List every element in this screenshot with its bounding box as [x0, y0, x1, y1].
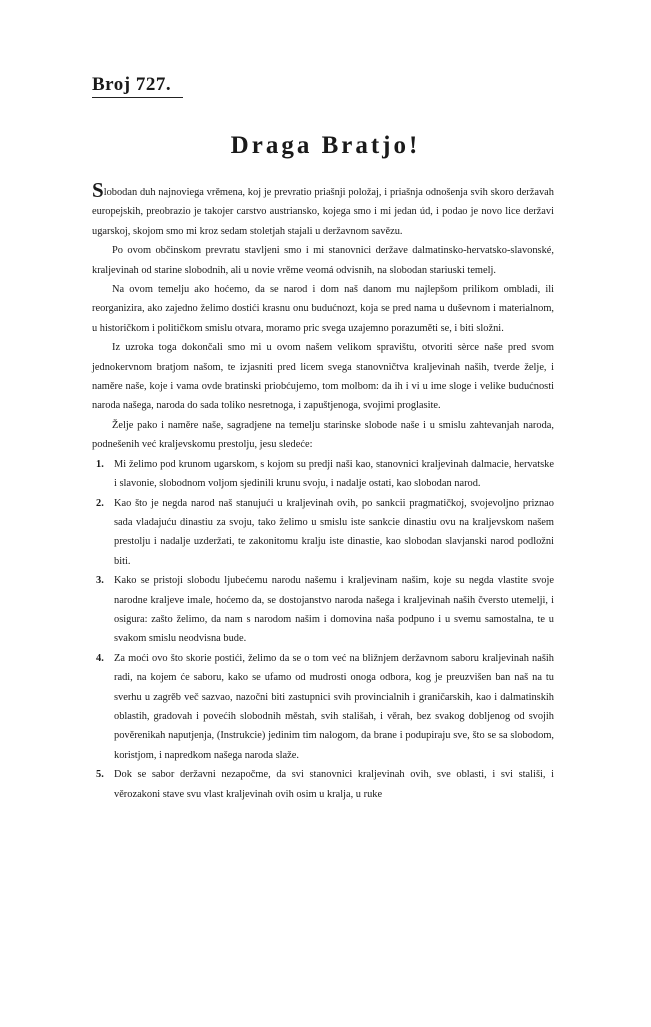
paragraph-3: Na ovom temelju ako hoćemo, da se narod i dom naš danom mu najlepšom prilikom ombladi, ili reorganizira, ako zajedno želimo dostići krasnu onu budućnozt, koja se pred nama u duševnom i materialnom, u historičkom i političkom smislu otvara, moramo pric svega uzajemno porazuměti se, i biti složni. [92, 284, 554, 334]
list-item-number: 1. [96, 458, 104, 470]
document-body [92, 178, 554, 804]
list-item-4 [92, 649, 554, 765]
list-item-text: Dok se sabor deržavni nezapočme, da svi stanovnici kraljevinah ovih, sve oblasti, i svi stališi, i věrozakoni stave svu vlast kraljevinah ovih osim u kralja, u ruke [114, 769, 554, 800]
list-item-1 [92, 455, 554, 494]
paragraph-1-text: lobodan duh najnoviega vrěmena, koj je prevratio priašnji položaj, i priašnja odnošenja svih skoro deržavah europejskih, preobrazio je takojer carstvo austriansko, kojega smo i mi jedan úd, i podao je novo lice deržavi ugarskoj, skojom smo mi kroz sedam stoletjah stajali u deržavnom savězu. [92, 187, 554, 237]
list-item-text: Kao što je negda narod naš stanujući u kraljevinah ovih, po sankcii pragmatičkoj, svojevoljno priznao sada vladajuću dinastiu za svoju, tako želimo u smislu iste sankcie dinastiu ovu na kraljevskom našem prestolju i nadalje uzderžati, te zakonitomu kralju iste dinastie, kao slobodan slavjanski narod podložni biti. [114, 497, 554, 567]
list-item-2 [92, 494, 554, 572]
paragraph-5: Želje pako i naměre naše, sagradjene na temelju starinske slobode naše i u smislu zahtevanjah naroda, podnešenih već kraljevskomu prestolju, jesu sledeće: [92, 419, 554, 451]
paragraph-4: Iz uzroka toga dokončali smo mi u ovom našem velikom spravištu, otvoriti sèrce naše pred svom jednokervnom bratjom našom, te izjasniti pred licem svega stanovničtva kraljevinah naših, tverde želje, i naměre naše, koje i vama ovde bratinski priobćujemo, tom molbom: da ih i vi u ime sloge i velike budućnosti naroda našega, naroda do sada toliko nesretnoga, i zapuštjenoga, svojimi proglasite. [92, 342, 554, 412]
list-item-number: 5. [96, 769, 104, 781]
drop-cap: S [92, 178, 104, 202]
list-item-5 [92, 765, 554, 804]
paragraph-1 [92, 178, 554, 241]
list-item-text: Za moći ovo što skorie postići, želimo da se o tom već na bližnjem deržavnom saboru kraljevinah naših radi, na kojem će saboru, kako se ufamo od mudrosti onoga odbora, kog je preuzvišen ban naš na tu sverhu u zagrěb več sazvao, nazočni biti zastupnici svih provincialnih i graničarskih, kao i dalmatinskih oblastih, gradovah i povećih slobodnih městah, svih stališah, i věrah, bez svakog dobljenog od svojih pověrenikah naputjenja, (Instrukcie) jedinim tim nalogom, da brane i podupiraju sve, što se sa slobodom, koristjom, i napredkom našega naroda slaže. [114, 652, 554, 761]
document-title: Draga Bratjo! [230, 132, 421, 159]
list-item-number: 3. [96, 575, 104, 587]
list-item-3 [92, 571, 554, 649]
list-item-number: 4. [96, 652, 104, 664]
list-item-text: Mi želimo pod krunom ugarskom, s kojom su predji naši kao, stanovnici kraljevinah dalmacie, hervatske i slavonie, slobodnom voljom sjedinili krunu svoju, i nadalje ostati, kao slobodan narod. [114, 458, 554, 490]
list-item-text: Kako se pristoji slobodu ljubećemu narodu našemu i kraljevinam našim, koje su negda vlastite svoje narodne kraljeve imale, hoćemo da, se dostojanstvo naroda našega i kraljevinah naših čversto utemelji, i osigura: zašto želimo, da nam s narodom našim i domovina naša podpuno i u svemu samostalna, te u svakom smislu neodvisna bude. [114, 575, 554, 645]
issue-number: Broj 727. [92, 74, 183, 98]
list-item-number: 2. [96, 497, 104, 509]
paragraph-2: Po ovom občinskom prevratu stavljeni smo i mi stanovnici deržave dalmatinsko-hervatsko-slavonské, kraljevinah od starine slobodnih, ali u novie vrěme veomá odvisnih, na slobodan stariuski temelj. [92, 245, 554, 276]
